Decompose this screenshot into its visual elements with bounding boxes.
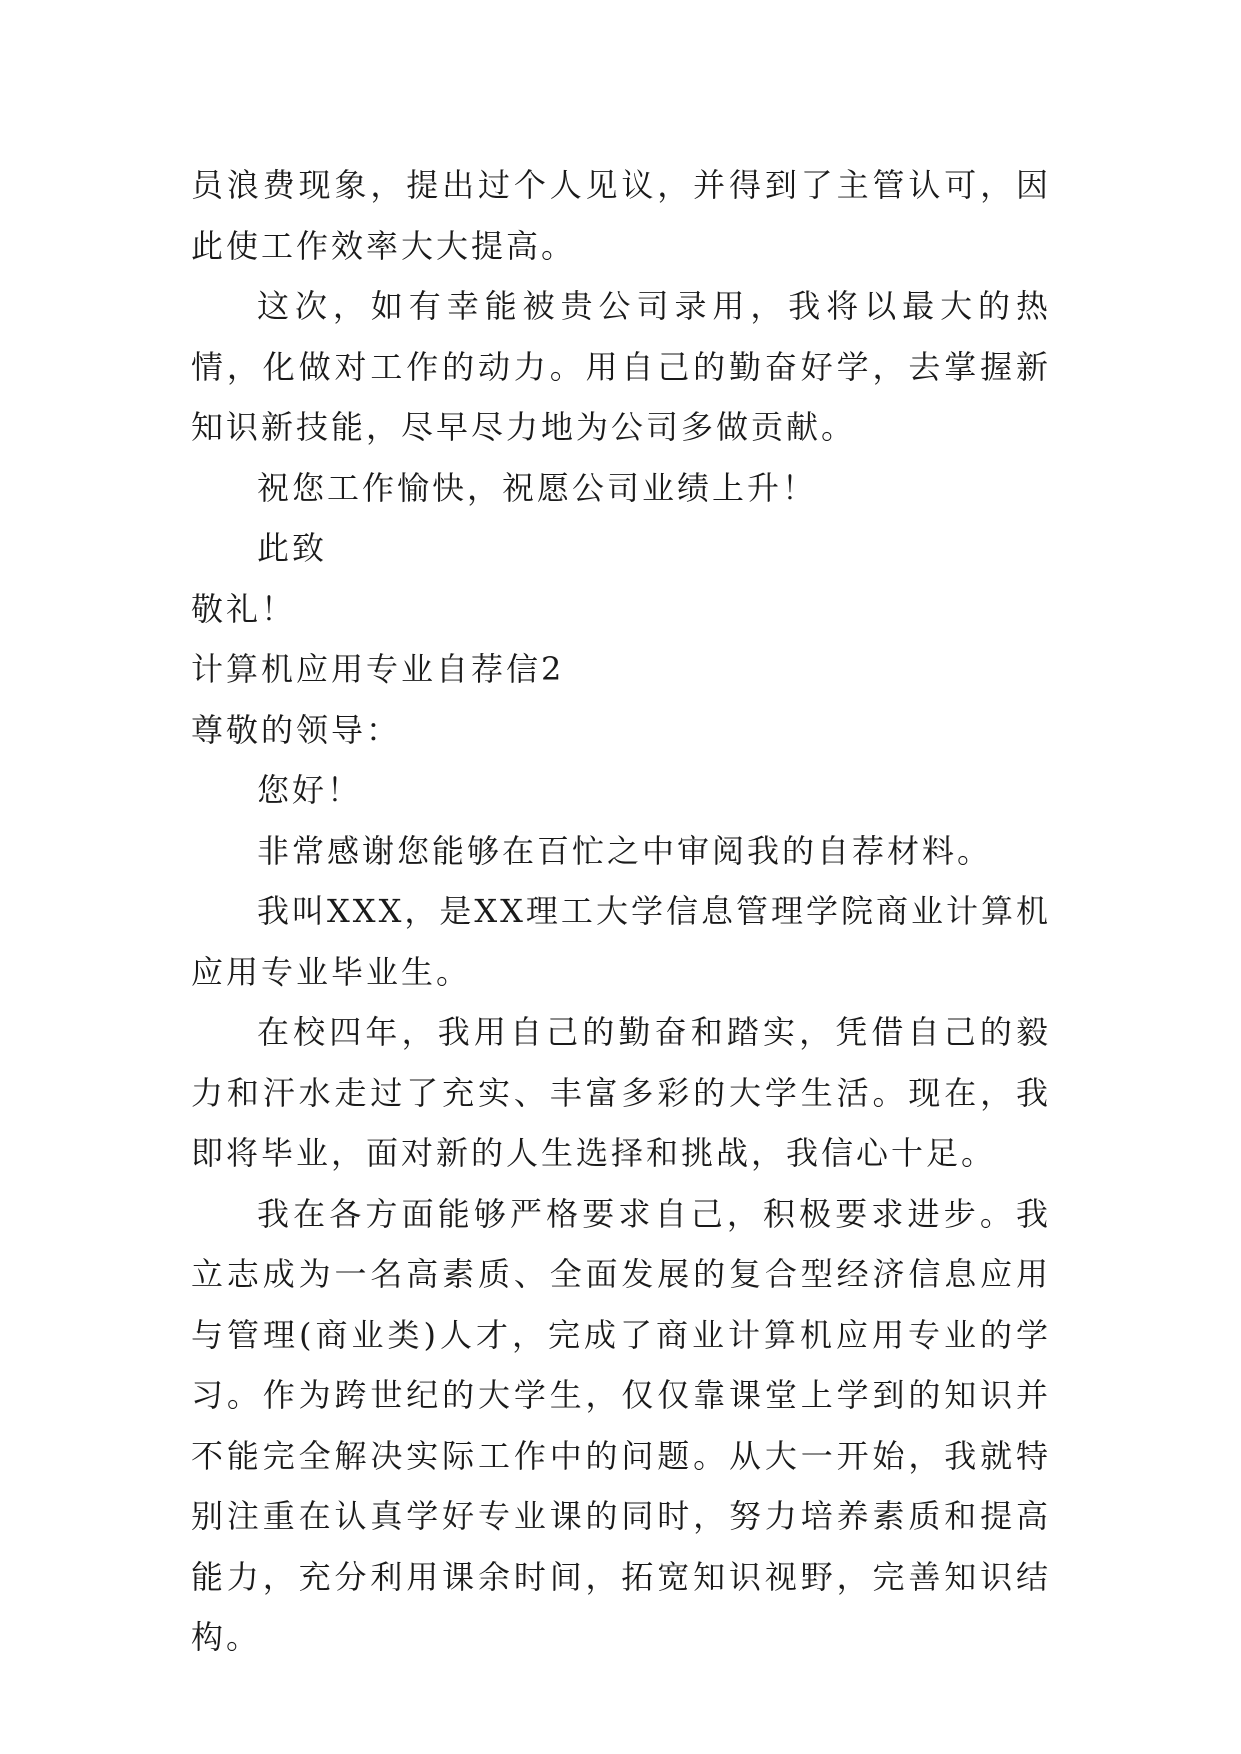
paragraph-employment-wish: 这次，如有幸能被贵公司录用，我将以最大的热情，化做对工作的动力。用自己的勤奋好学，去掌握新知识新技能，尽早尽力地为公司多做贡献。 (191, 287, 1051, 446)
document-body (191, 155, 1051, 1668)
closing-jingli: 敬礼！ (191, 589, 297, 628)
paragraph-aspirations: 我在各方面能够严格要求自己，积极要求进步。我立志成为一名高素质、全面发展的复合型经济信息应用与管理(商业类)人才，完成了商业计算机应用专业的学习。作为跨世纪的大学生，仅仅靠课堂上学到的知识并不能完全解决实际工作中的问题。从大一开始，我就特别注重在认真学好专业课的同时，努力培养素质和提高能力，充分利用课余时间，拓宽知识视野，完善知识结构。 (191, 1194, 1051, 1656)
paragraph-introduction: 我叫XXX，是XX理工大学信息管理学院商业计算机应用专业毕业生。 (191, 892, 1051, 991)
greeting: 您好！ (257, 771, 363, 809)
paragraph-thanks: 非常感谢您能够在百忙之中审阅我的自荐材料。 (257, 831, 993, 870)
paragraph-wishes: 祝您工作愉快，祝愿公司业绩上升！ (257, 468, 818, 507)
salutation: 尊敬的领导： (191, 710, 402, 749)
paragraph-continuation: 员浪费现象，提出过个人见议，并得到了主管认可，因此使工作效率大大提高。 (191, 166, 1051, 265)
closing-cizhi: 此致 (257, 529, 328, 567)
letter-title: 计算机应用专业自荐信2 (191, 650, 565, 688)
paragraph-school-life: 在校四年，我用自己的勤奋和踏实，凭借自己的毅力和汗水走过了充实、丰富多彩的大学生活。现在，我即将毕业，面对新的人生选择和挑战，我信心十足。 (191, 1013, 1051, 1172)
